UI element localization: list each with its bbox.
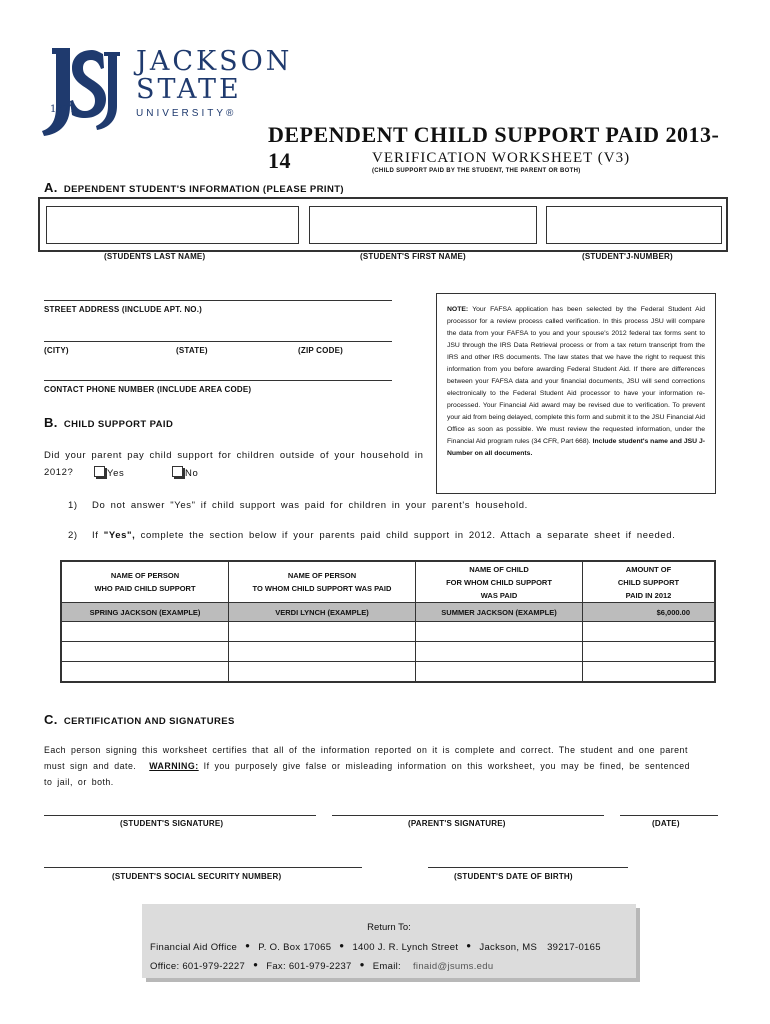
instruction-1-text: Do not answer "Yes" if child support was paid for children in your parent's household. [92,500,528,511]
last-name-label: (STUDENTS LAST NAME) [104,252,206,261]
certification-line-1: Each person signing this worksheet certifies that all of the information reported on it is complete and correct. The student and one parent [44,745,688,755]
certification-line-2b: If you purposely give false or misleading information on this worksheet, you may be fined, be sentenced [203,761,691,771]
table-header-row [61,561,715,603]
fax: Fax: 601-979-2237 [266,961,352,972]
email-label: Email: [372,961,401,972]
example-amount: $6,000.00 [583,603,716,622]
wordmark-university: UNIVERSITY® [136,108,237,119]
question-line-2: 2012? [44,467,74,478]
certification-line-3: to jail, or both. [44,777,114,787]
table-cell[interactable] [583,622,716,642]
header-amount-line1: AMOUNT OF [625,564,672,574]
state-label: (STATE) [176,346,208,355]
parent-signature-line[interactable] [332,815,604,816]
example-child: SUMMER JACKSON (EXAMPLE) [416,603,583,622]
section-c-letter: C. [44,712,58,727]
instruction-2-text: complete the section below if your parents paid child support in 2012. Attach a separate sheet if needed. [140,530,676,541]
table-row [61,622,715,642]
parent-signature-label: (PARENT'S SIGNATURE) [408,819,506,828]
certification-line-2a: must sign and date. [44,761,137,771]
bullet-icon: ● [245,941,251,950]
yes-label: Yes [107,468,125,479]
table-cell[interactable] [416,622,583,642]
instruction-2-bold: "Yes", [103,530,136,541]
jnumber-label: (STUDENT'J-NUMBER) [582,252,673,261]
student-signature-line[interactable] [44,815,316,816]
footer-contacts [150,960,493,972]
jsu-monogram-logo [30,42,130,142]
instruction-2-number: 2) [68,530,78,541]
instruction-2 [92,530,675,541]
table-row [61,642,715,662]
city: Jackson, MS [479,942,538,953]
yes-option[interactable] [94,466,124,479]
header-amount-line3: PAID IN 2012 [625,590,672,600]
bullet-icon: ● [466,941,472,950]
no-label: No [185,468,199,479]
section-c-title: CERTIFICATION AND SIGNATURES [63,716,235,727]
footer-address [150,941,601,953]
section-b-title: CHILD SUPPORT PAID [63,419,174,430]
form-subtitle: VERIFICATION WORKSHEET (V3) [372,150,631,166]
section-a-letter: A. [44,180,58,195]
ssn-line[interactable] [44,867,362,868]
section-a-heading [44,180,344,195]
header-child-line2: FOR WHOM CHILD SUPPORT [446,577,552,587]
note-emphasis: Include student's name and JSU J-Number on all documents. [447,438,706,457]
date-line[interactable] [620,815,718,816]
ssn-label: (STUDENT'S SOCIAL SECURITY NUMBER) [112,872,282,881]
phone-line[interactable] [44,380,392,381]
form-title: DEPENDENT CHILD SUPPORT PAID 2013-14 [268,122,720,173]
student-info-box [38,197,728,252]
date-label: (DATE) [652,819,680,828]
email-link[interactable]: finaid@jsums.edu [412,961,494,972]
no-option[interactable] [172,466,198,479]
table-cell[interactable] [416,642,583,662]
student-signature-label: (STUDENT'S SIGNATURE) [120,819,224,828]
table-cell[interactable] [583,642,716,662]
question-line-1: Did your parent pay child support for children outside of your household in [44,450,424,461]
example-recipient: VERDI LYNCH (EXAMPLE) [229,603,416,622]
warning-label: WARNING: [149,761,199,771]
header-payer [61,561,229,603]
zip: 39217-0165 [547,942,601,953]
header-amount-line2: CHILD SUPPORT [617,577,680,587]
form-subnote: (CHILD SUPPORT PAID BY THE STUDENT, THE PARENT OR BOTH) [372,168,581,174]
note-text: Your FAFSA application has been selected by the Federal Student Aid processor for a review process called verification. In this process JSU will compare the data from your FAFSA to you and your spouse's 2012 federal tax forms sent to JSU through the IRS Data Retrieval process or from a tax return transcript from the IRS and other IRS documents. The law states that we have the right to request this information from you before awarding Federal Student Aid. If there are differences between your FAFSA data and your financial documents, JSU will send corrections electronically to the Federal Student Aid processor to have your information re-processed. Your Financial Aid award may be revised due to verification. To prevent your aid from being delayed, complete this form and submit it to the JSU Financial Aid Office as soon as possible. We must review the requested information, under the Financial Aid program rules (34 CFR, Part 668). [447,306,706,445]
table-cell[interactable] [61,642,229,662]
section-b-letter: B. [44,415,58,430]
instruction-1-number: 1) [68,500,78,511]
bullet-icon: ● [359,960,365,969]
last-name-field[interactable] [46,206,299,244]
header-amount [583,561,716,603]
section-c-heading [44,712,235,727]
logo-year: 1877 [50,104,76,115]
table-cell[interactable] [61,622,229,642]
example-payer: SPRING JACKSON (EXAMPLE) [61,603,229,622]
section-b-heading [44,415,173,430]
street-address-label: STREET ADDRESS (INCLUDE APT. NO.) [44,305,203,314]
office-phone: Office: 601-979-2227 [150,961,246,972]
return-address-box [142,904,636,978]
bullet-icon: ● [253,960,259,969]
zip-label: (ZIP CODE) [298,346,343,355]
first-name-field[interactable] [309,206,537,244]
header-child-line3: WAS PAID [480,590,518,600]
table-cell[interactable] [229,622,416,642]
verification-note [436,293,716,494]
table-cell[interactable] [229,662,416,683]
street: 1400 J. R. Lynch Street [352,942,459,953]
instruction-2-prefix: If [92,530,99,541]
first-name-label: (STUDENT'S FIRST NAME) [360,252,466,261]
phone-label: CONTACT PHONE NUMBER (INCLUDE AREA CODE) [44,385,252,394]
wordmark-jackson: JACKSON [136,46,293,77]
table-example-row [61,603,715,622]
header-recipient-line2: TO WHOM CHILD SUPPORT WAS PAID [252,584,392,593]
note-label: NOTE: [447,306,469,313]
city-label: (CITY) [44,346,69,355]
wordmark-state: STATE [136,74,242,105]
header-payer-line1: NAME OF PERSON [110,571,180,580]
jnumber-field[interactable] [546,206,722,244]
city-state-zip-line[interactable] [44,341,392,342]
yes-checkbox[interactable] [94,466,105,477]
office-name: Financial Aid Office [150,942,238,953]
dob-line[interactable] [428,867,628,868]
certification-line-2 [44,761,690,771]
header-recipient-line1: NAME OF PERSON [287,571,357,580]
child-support-table [60,560,716,683]
po-box: P. O. Box 17065 [258,942,332,953]
university-wordmark [136,48,292,119]
header-child [416,561,583,603]
section-a-title: DEPENDENT STUDENT'S INFORMATION (PLEASE PRINT) [63,184,344,195]
header-recipient [229,561,416,603]
header-child-line1: NAME OF CHILD [469,564,529,574]
table-cell[interactable] [416,662,583,683]
bullet-icon: ● [339,941,345,950]
table-cell[interactable] [583,662,716,683]
header-payer-line2: WHO PAID CHILD SUPPORT [94,584,196,593]
no-checkbox[interactable] [172,466,183,477]
table-cell[interactable] [229,642,416,662]
table-cell[interactable] [61,662,229,683]
return-to-label: Return To: [367,922,411,933]
table-row [61,662,715,683]
street-address-line[interactable] [44,300,392,301]
dob-label: (STUDENT'S DATE OF BIRTH) [454,872,573,881]
